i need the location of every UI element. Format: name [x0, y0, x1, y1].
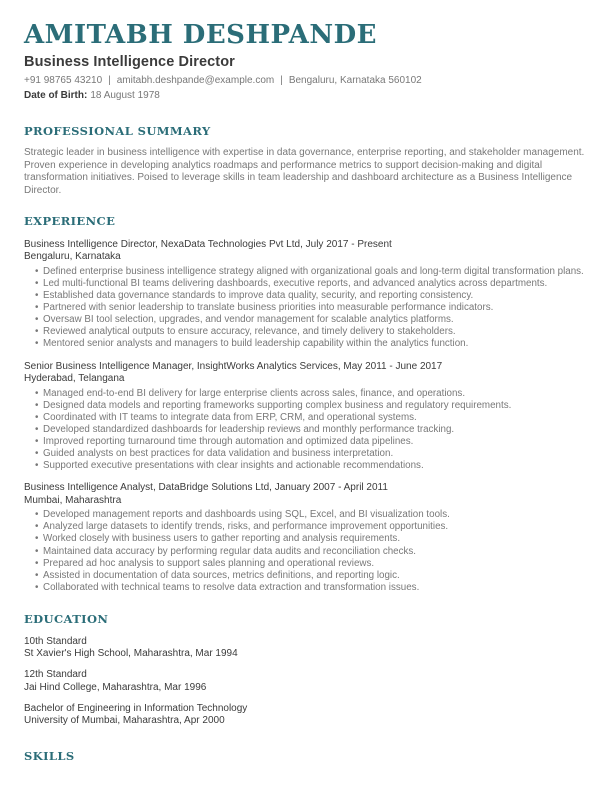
job-title-line: Senior Business Intelligence Manager, InsightWorks Analytics Services, May 2011 - June 2017: [24, 360, 443, 372]
bullet-item: [24, 412, 588, 424]
contact-line: [24, 75, 588, 87]
bullet-item: [24, 338, 588, 350]
separator: |: [108, 75, 111, 87]
job-title-line: Business Intelligence Analyst, DataBridge Solutions Ltd, January 2007 - April 2011: [24, 482, 388, 494]
education-details: Jai Hind College, Maharashtra, Mar 1996: [24, 681, 207, 693]
bullet-icon: •: [35, 435, 39, 447]
bullet-icon: •: [35, 533, 39, 545]
bullet-icon: •: [35, 387, 39, 399]
bullet-icon: •: [35, 509, 39, 521]
bullet-text: Partnered with senior leadership to translate business priorities into measurable performance indicators.: [43, 302, 494, 314]
bullet-icon: •: [35, 290, 39, 302]
dob-label: Date of Birth:: [24, 90, 88, 102]
bullet-text: Mentored senior analysts and managers to build leadership capability within the analytics function.: [43, 338, 469, 350]
bullet-item: [24, 400, 588, 412]
education-degree: 12th Standard: [24, 669, 87, 681]
section-skills: [24, 749, 588, 763]
bullet-text: Established data governance standards to improve data quality, security, and reporting consistency.: [43, 290, 474, 302]
bullet-icon: •: [35, 521, 39, 533]
job-bullets: [24, 388, 588, 473]
summary-heading: PROFESSIONAL SUMMARY: [24, 124, 211, 139]
job-bullets: [24, 509, 588, 594]
bullet-item: [24, 521, 588, 533]
bullet-icon: •: [35, 448, 39, 460]
bullet-item: [24, 460, 588, 472]
bullet-text: Developed standardized dashboards for leadership reviews and monthly performance tracking.: [43, 423, 455, 435]
bullet-item: [24, 436, 588, 448]
dob-value: 18 August 1978: [90, 90, 160, 102]
bullet-icon: •: [35, 265, 39, 277]
bullet-icon: •: [35, 569, 39, 581]
bullet-text: Analyzed large datasets to identify trends, risks, and performance improvement opportunities.: [43, 521, 449, 533]
bullet-icon: •: [35, 411, 39, 423]
bullet-text: Prepared ad hoc analysis to support sales planning and operational reviews.: [43, 557, 375, 569]
bullet-icon: •: [35, 545, 39, 557]
bullet-text: Improved reporting turnaround time through automation and optimized data pipelines.: [43, 435, 414, 447]
phone-number: +91 98765 43210: [24, 75, 103, 87]
bullet-text: Assisted in documentation of data sources, metrics definitions, and reporting logic.: [43, 569, 400, 581]
bullet-item: [24, 533, 588, 545]
bullet-icon: •: [35, 278, 39, 290]
job-location: Mumbai, Maharashtra: [24, 494, 122, 506]
email-address: amitabh.deshpande@example.com: [116, 75, 275, 87]
skills-heading: SKILLS: [24, 749, 75, 764]
section-summary: [24, 124, 588, 197]
job-title-line: Business Intelligence Director, NexaData Technologies Pvt Ltd, July 2017 - Present: [24, 238, 392, 250]
bullet-text: Defined enterprise business intelligence strategy aligned with organizational goals and long-term digital transformation plans.: [43, 265, 584, 277]
job-location: Hyderabad, Telangana: [24, 373, 125, 385]
bullet-text: Maintained data accuracy by performing regular data audits and reconciliation checks.: [43, 545, 417, 557]
bullet-item: [24, 570, 588, 582]
bullet-icon: •: [35, 581, 39, 593]
bullet-item: [24, 509, 588, 521]
bullet-icon: •: [35, 338, 39, 350]
education-details: St Xavier's High School, Maharashtra, Mar 1994: [24, 648, 238, 660]
education-degree: Bachelor of Engineering in Information Technology: [24, 702, 248, 714]
section-education: [24, 612, 588, 727]
bullet-item: [24, 266, 588, 278]
person-title: Business Intelligence Director: [24, 54, 235, 71]
section-experience: [24, 214, 588, 594]
bullet-item: [24, 326, 588, 338]
experience-job: [24, 482, 588, 594]
summary-text: Strategic leader in business intelligence with expertise in data governance, enterprise reporting, and stakeholder management. Proven experience in developing analytics roadmaps and performance metrics to support decision-making and digital transformation initiatives. Poised to leverage skills in team leadership and dashboard architecture as a Business Intelligence Director.: [24, 147, 585, 196]
bullet-item: [24, 424, 588, 436]
education-heading: EDUCATION: [24, 611, 109, 626]
education-entry: [24, 636, 588, 660]
education-details: University of Mumbai, Maharashtra, Apr 2000: [24, 714, 225, 726]
education-entry: [24, 703, 588, 727]
bullet-item: [24, 302, 588, 314]
bullet-text: Reviewed analytical outputs to ensure accuracy, relevance, and timely delivery to stakeholders.: [43, 326, 456, 338]
experience-job: [24, 239, 588, 351]
bullet-item: [24, 388, 588, 400]
dob-line: [24, 90, 588, 102]
experience-job: [24, 361, 588, 473]
bullet-text: Designed data models and reporting frameworks supporting complex business and regulatory requirements.: [43, 399, 512, 411]
bullet-item: [24, 448, 588, 460]
job-bullets: [24, 266, 588, 351]
bullet-item: [24, 558, 588, 570]
separator: |: [280, 75, 283, 87]
bullet-text: Led multi-functional BI teams delivering dashboards, executive reports, and advanced analytics across departments.: [43, 278, 548, 290]
bullet-text: Collaborated with technical teams to resolve data extraction and transformation issues.: [43, 581, 420, 593]
experience-heading: EXPERIENCE: [24, 213, 116, 228]
bullet-item: [24, 546, 588, 558]
bullet-text: Worked closely with business users to gather reporting and analysis requirements.: [43, 533, 401, 545]
bullet-icon: •: [35, 557, 39, 569]
bullet-icon: •: [35, 460, 39, 472]
bullet-item: [24, 290, 588, 302]
bullet-icon: •: [35, 326, 39, 338]
bullet-icon: •: [35, 302, 39, 314]
bullet-icon: •: [35, 314, 39, 326]
address: Bengaluru, Karnataka 560102: [288, 75, 422, 87]
bullet-text: Developed management reports and dashboards using SQL, Excel, and BI visualization tools.: [43, 509, 450, 521]
person-name: AMITABH DESHPANDE: [24, 20, 377, 50]
bullet-icon: •: [35, 423, 39, 435]
bullet-text: Guided analysts on best practices for data validation and business interpretation.: [43, 448, 394, 460]
job-location: Bengaluru, Karnataka: [24, 251, 121, 263]
bullet-item: [24, 314, 588, 326]
bullet-item: [24, 278, 588, 290]
bullet-item: [24, 582, 588, 594]
education-entry: [24, 669, 588, 693]
bullet-icon: •: [35, 399, 39, 411]
bullet-text: Managed end-to-end BI delivery for large enterprise clients across sales, finance, and operations.: [43, 387, 466, 399]
bullet-text: Coordinated with IT teams to integrate data from ERP, CRM, and operational systems.: [43, 411, 417, 423]
bullet-text: Supported executive presentations with clear insights and actionable recommendations.: [43, 460, 424, 472]
resume-header: [24, 22, 588, 102]
bullet-text: Oversaw BI tool selection, upgrades, and vendor management for scalable analytics platforms.: [43, 314, 454, 326]
education-degree: 10th Standard: [24, 635, 87, 647]
